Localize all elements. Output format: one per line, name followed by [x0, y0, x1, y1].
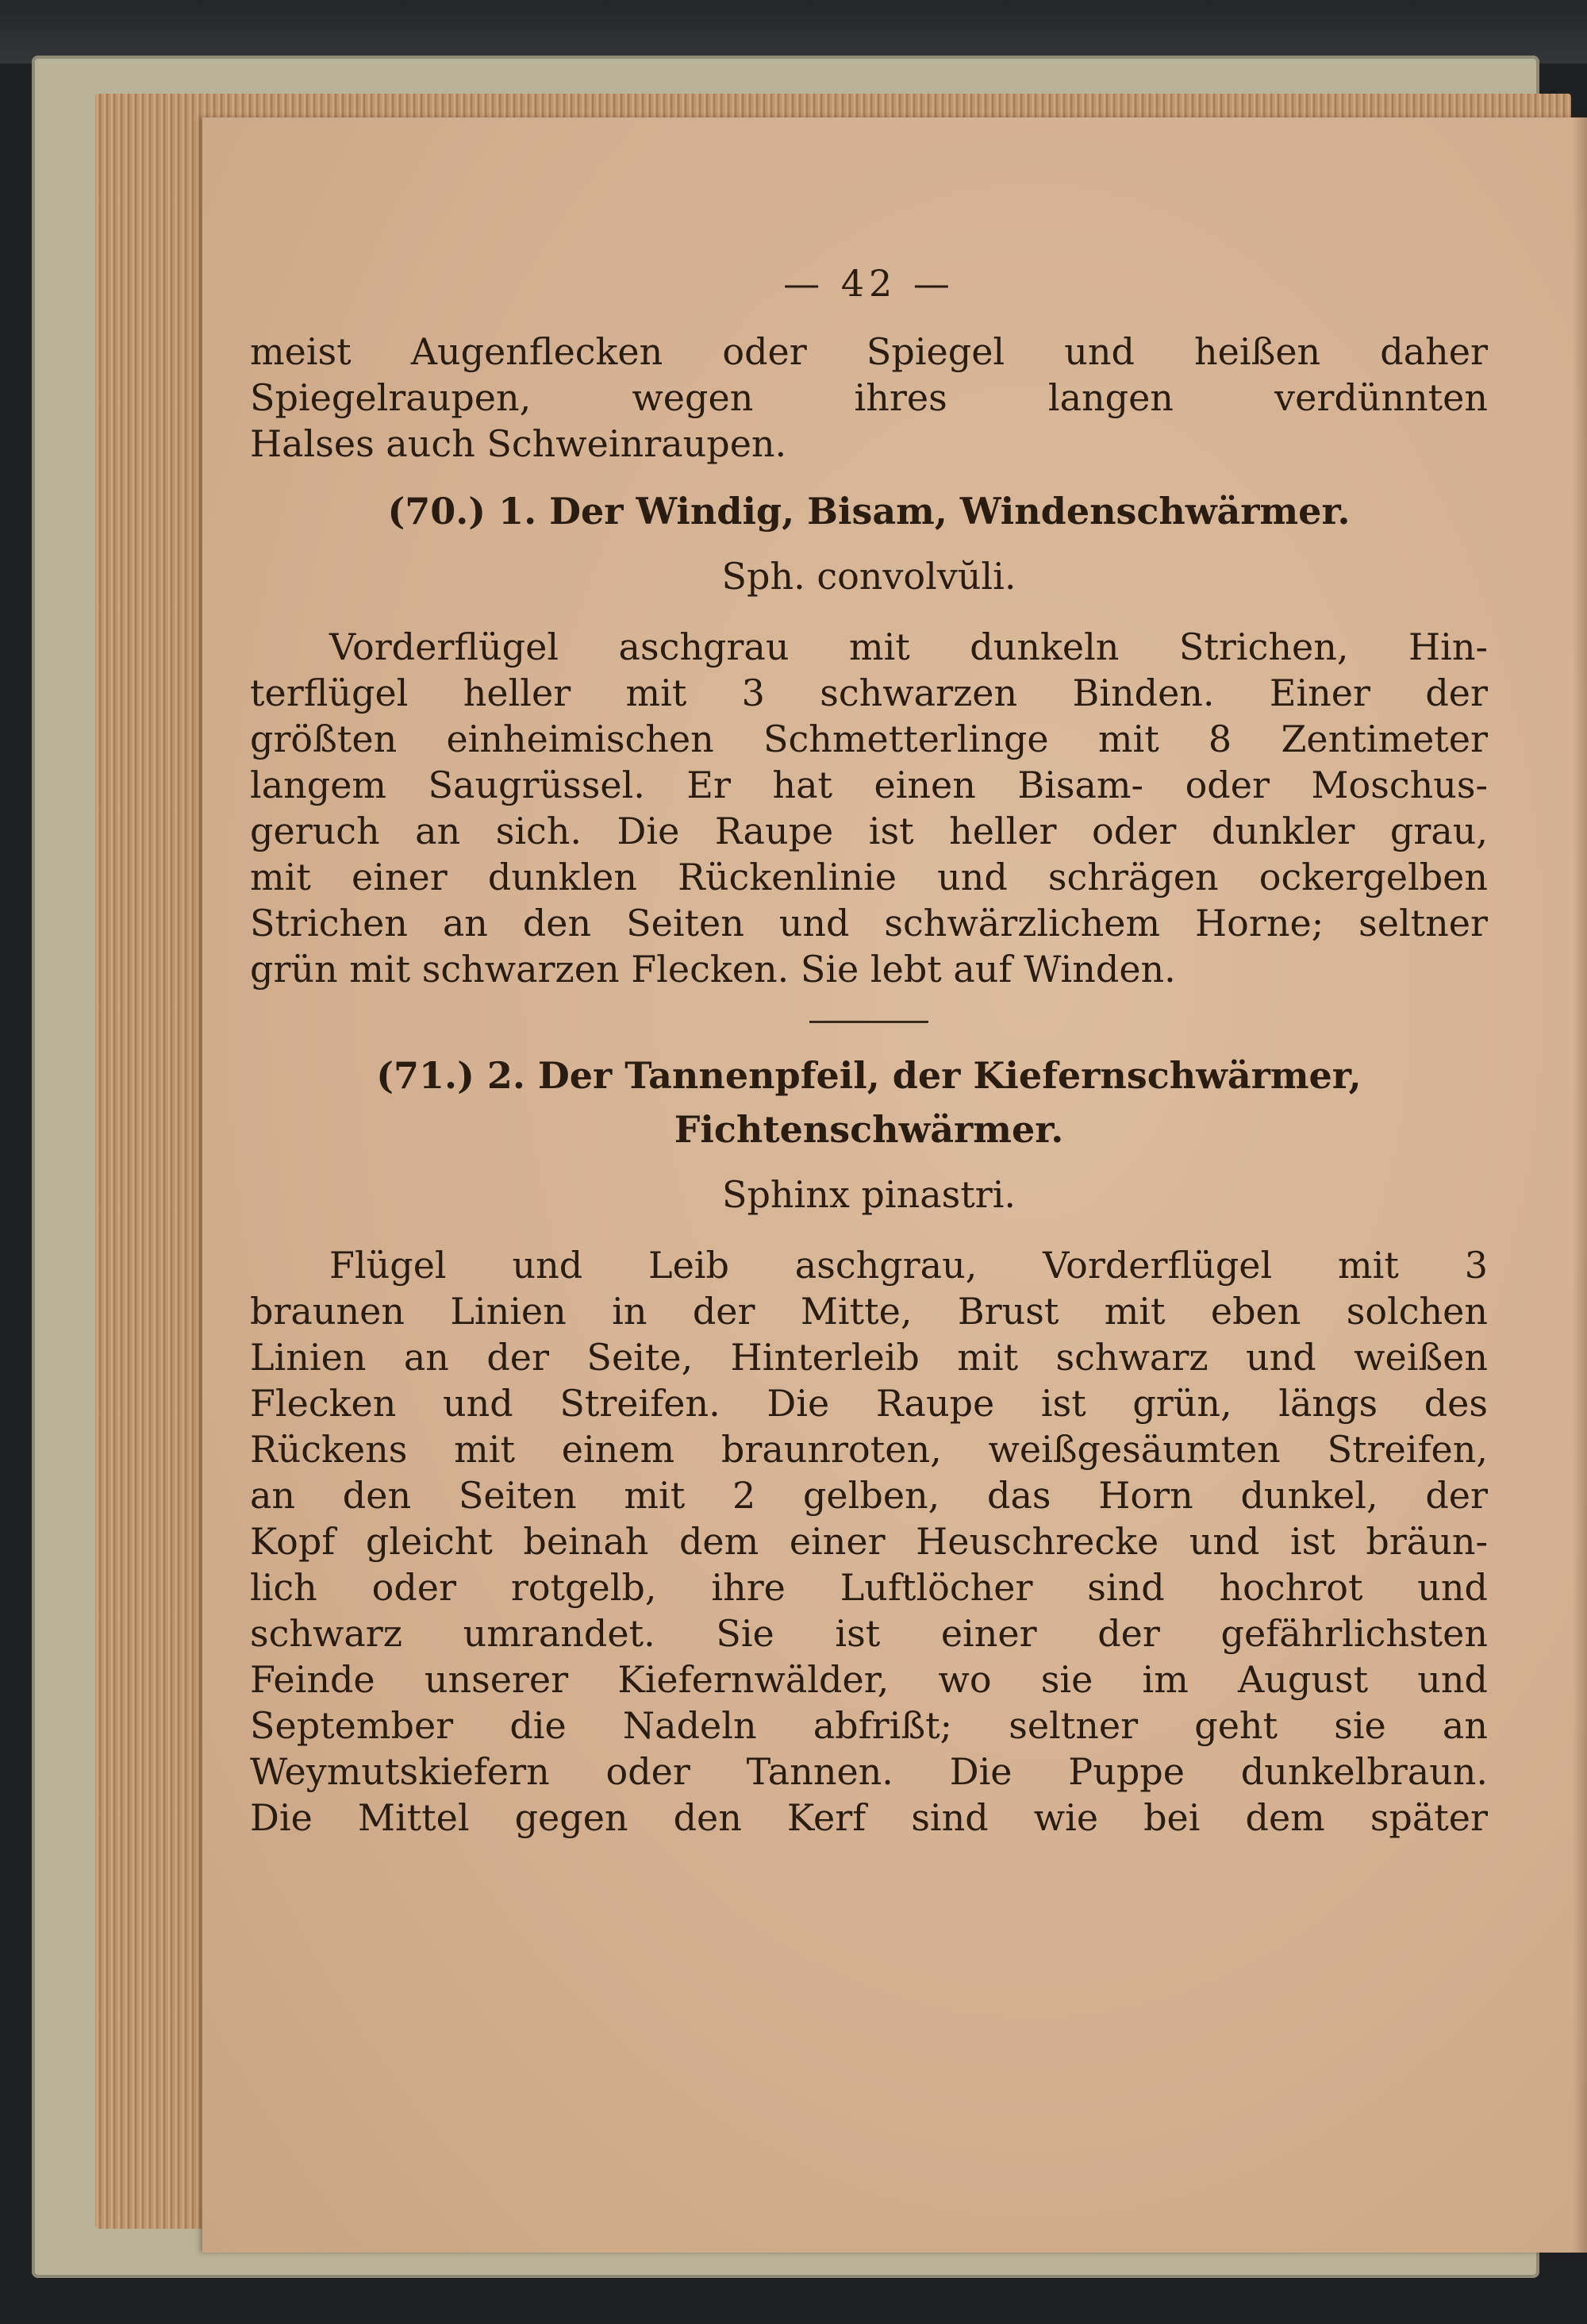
text-line: Strichen an den Seiten und schwärzlichem Horne; seltner — [250, 902, 1488, 945]
text-line: Kopf gleicht beinah dem einer Heuschrecke und ist bräun- — [250, 1520, 1488, 1563]
text-line: Vorderflügel aschgrau mit dunkeln Strichen, Hin- — [329, 625, 1488, 668]
text-line: Feinde unserer Kiefernwälder, wo sie im August und — [250, 1658, 1488, 1701]
text-line: Linien an der Seite, Hinterleib mit schwarz und weißen — [250, 1336, 1488, 1379]
page-text — [250, 143, 1488, 1841]
text-line: terflügel heller mit 3 schwarzen Binden. Einer der — [250, 671, 1488, 714]
text-line: grün mit schwarzen Flecken. Sie lebt auf Winden. — [250, 948, 1176, 991]
text-line: September die Nadeln abfrißt; seltner geht sie an — [250, 1704, 1488, 1747]
intro-paragraph — [250, 329, 1488, 467]
entry-heading: (71.) 2. Der Tannenpfeil, der Kiefernschwärmer, — [376, 1054, 1362, 1097]
page-number: — 42 — — [783, 262, 955, 305]
entry-paragraph — [250, 624, 1488, 992]
text-line: Die Mittel gegen den Kerf sind wie bei dem später — [250, 1796, 1488, 1839]
text-line: lich oder rotgelb, ihre Luftlöcher sind hochrot und — [250, 1566, 1488, 1609]
text-line: Flecken und Streifen. Die Raupe ist grün, längs des — [250, 1382, 1488, 1425]
text-line: mit einer dunklen Rückenlinie und schrägen ockergelben — [250, 856, 1488, 898]
text-line: an den Seiten mit 2 gelben, das Horn dunkel, der — [250, 1474, 1488, 1517]
section-divider — [809, 1021, 928, 1023]
entry-heading: (70.) 1. Der Windig, Bisam, Windenschwärmer. — [387, 490, 1351, 533]
text-line: Rückens mit einem braunroten, weißgesäumten Streifen, — [250, 1428, 1488, 1471]
text-line: Weymutskiefern oder Tannen. Die Puppe dunkelbraun. — [250, 1750, 1488, 1793]
text-line: schwarz umrandet. Sie ist einer der gefährlichsten — [250, 1612, 1488, 1655]
text-line: meist Augenflecken oder Spiegel und heißen daher — [250, 330, 1488, 373]
entry-heading-continued: Fichtenschwärmer. — [674, 1108, 1064, 1151]
background-dark — [0, 0, 1587, 63]
latin-name: Sph. convolvŭli. — [721, 555, 1016, 598]
entry-paragraph — [250, 1242, 1488, 1841]
page-gutter-shadow — [1573, 117, 1587, 2253]
text-line: braunen Linien in der Mitte, Brust mit eben solchen — [250, 1290, 1488, 1333]
text-line: langem Saugrüssel. Er hat einen Bisam- oder Moschus- — [250, 764, 1488, 806]
text-line: geruch an sich. Die Raupe ist heller oder dunkler grau, — [250, 810, 1488, 852]
text-line: Spiegelraupen, wegen ihres langen verdünnten — [250, 376, 1488, 419]
text-line: Halses auch Schweinraupen. — [250, 422, 787, 465]
text-line: Flügel und Leib aschgrau, Vorderflügel mit 3 — [329, 1244, 1488, 1287]
text-line: größten einheimischen Schmetterlinge mit 8 Zentimeter — [250, 718, 1488, 760]
latin-name: Sphinx pinastri. — [721, 1173, 1016, 1216]
